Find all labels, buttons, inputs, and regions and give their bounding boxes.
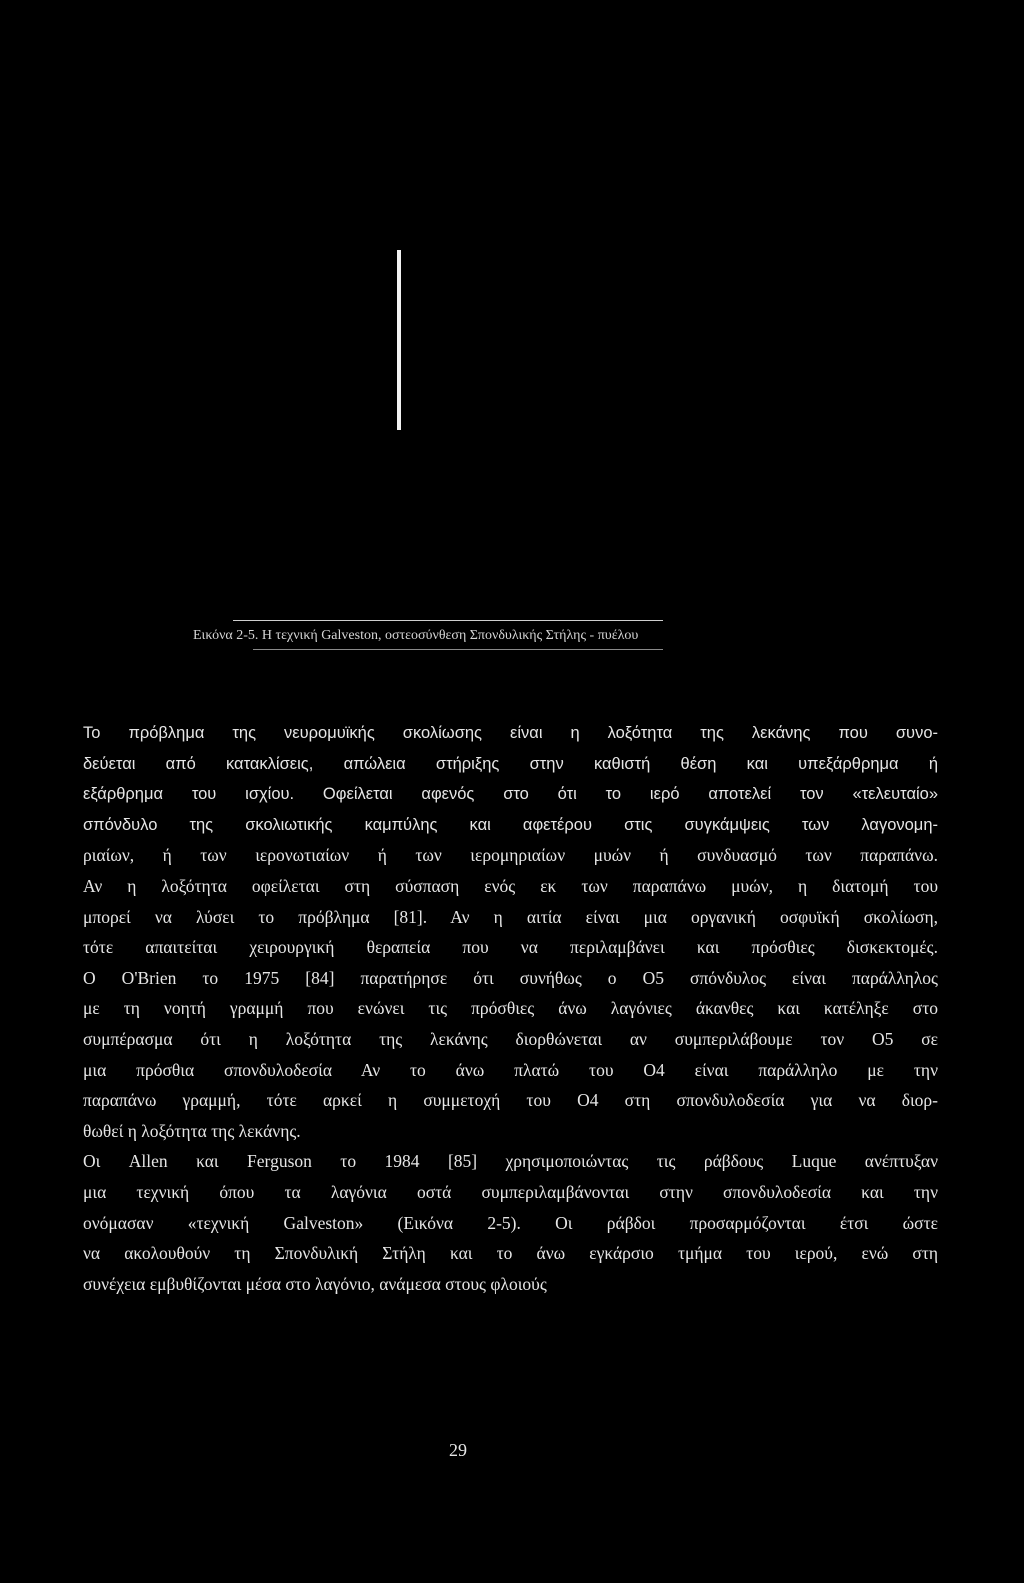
- body-line: Ο O'Brien το 1975 [84] παρατήρησε ότι συνήθως ο Ο5 σπόνδυλος είναι παράλληλος: [83, 967, 938, 988]
- body-line: δεύεται από κατακλίσεις, απώλεια στήριξης στην καθιστή θέση και υπεξάρθρημα ή: [83, 754, 938, 773]
- body-line: ριαίων, ή των ιερονωτιαίων ή των ιερομηριαίων μυών ή συνδυασμό των παραπάνω.: [83, 845, 938, 866]
- page-number: 29: [449, 1440, 467, 1460]
- body-line: με τη νοητή γραμμή που ενώνει τις πρόσθιες άνω λαγόνιες άκανθες και κατέληξε στο: [83, 998, 938, 1019]
- body-line: Αν η λοξότητα οφείλεται στη σύσπαση ενός εκ των παραπάνω μυών, η διατομή του: [83, 875, 938, 896]
- body-line: μπορεί να λύσει το πρόβλημα [81]. Αν η αιτία είναι μια οργανική οσφυϊκή σκολίωση,: [83, 906, 938, 927]
- figure-caption-block: [193, 620, 673, 650]
- caption-rule-top: [233, 620, 663, 621]
- body-line: συμπέρασμα ότι η λοξότητα της λεκάνης διορθώνεται αν συμπεριλάβουμε τον Ο5 σε: [83, 1028, 938, 1049]
- figure-image: [397, 250, 401, 430]
- caption-rule-bottom: [253, 649, 663, 650]
- figure-caption: Εικόνα 2-5. Η τεχνική Galveston, οστεοσύνθεση Σπονδυλικής Στήλης - πυέλου: [193, 628, 639, 643]
- body-line: σπόνδυλο της σκολιωτικής καμπύλης και αφετέρου στις συγκάμψεις των λαγονομη-: [83, 815, 938, 834]
- body-line: τότε απαιτείται χειρουργική θεραπεία που να περιλαμβάνει και πρόσθιες δισκεκτομές.: [83, 937, 938, 958]
- body-line: θωθεί η λοξότητα της λεκάνης.: [83, 1120, 301, 1141]
- body-line: συνέχεια εμβυθίζονται μέσα στο λαγόνιο, ανάμεσα στους φλοιούς: [83, 1273, 547, 1294]
- body-text: [83, 718, 938, 1299]
- body-line: Οι Allen και Ferguson το 1984 [85] χρησιμοποιώντας τις ράβδους Luque ανέπτυξαν: [83, 1151, 938, 1172]
- body-line: εξάρθρημα του ισχίου. Οφείλεται αφενός στο ότι το ιερό αποτελεί τον «τελευταίο»: [83, 785, 938, 804]
- body-line: παραπάνω γραμμή, τότε αρκεί η συμμετοχή του Ο4 στη σπονδυλοδεσία για να διορ-: [83, 1090, 938, 1111]
- body-line: ονόμασαν «τεχνική Galveston» (Εικόνα 2-5). Οι ράβδοι προσαρμόζονται έτσι ώστε: [83, 1212, 938, 1233]
- body-line: μια τεχνική όπου τα λαγόνια οστά συμπεριλαμβάνονται στην σπονδυλοδεσία και την: [83, 1181, 938, 1202]
- body-line: μια πρόσθια σπονδυλοδεσία Αν το άνω πλατώ του Ο4 είναι παράλληλο με την: [83, 1059, 938, 1080]
- body-line: να ακολουθούν τη Σπονδυλική Στήλη και το άνω εγκάρσιο τμήμα του ιερού, ενώ στη: [83, 1243, 938, 1264]
- body-line: Το πρόβλημα της νευρομυϊκής σκολίωσης είναι η λοξότητα της λεκάνης που συνο-: [83, 724, 938, 742]
